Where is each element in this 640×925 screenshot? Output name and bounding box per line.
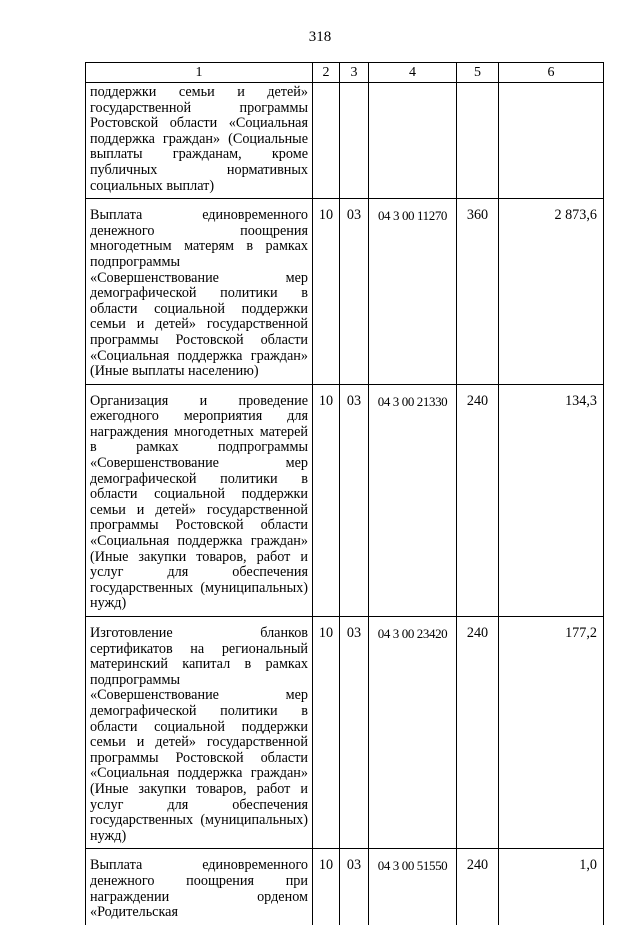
table-header-row (86, 63, 604, 83)
row-expense-type: 360 (457, 199, 499, 385)
row-target-article: 04 3 00 23420 (369, 617, 457, 849)
row-section: 10 (313, 199, 340, 385)
column-header-section: 2 (313, 63, 340, 83)
row-target-article: 04 3 00 21330 (369, 384, 457, 616)
row-section: 10 (313, 617, 340, 849)
table-row (86, 849, 604, 925)
row-expense-type (457, 83, 499, 199)
table-row (86, 617, 604, 849)
table-row (86, 384, 604, 616)
row-target-article: 04 3 00 51550 (369, 849, 457, 925)
column-header-expense-type: 5 (457, 63, 499, 83)
row-description: поддержки семьи и детей» государственной программы Ростовской области «Социальная поддержка граждан» (Социальные выплаты гражданам, кроме публичных нормативных социальных выплат) (86, 83, 313, 199)
table-row (86, 199, 604, 385)
row-target-article: 04 3 00 11270 (369, 199, 457, 385)
row-subsection: 03 (340, 617, 369, 849)
row-expense-type: 240 (457, 849, 499, 925)
table-row (86, 83, 604, 199)
row-expense-type: 240 (457, 384, 499, 616)
row-section (313, 83, 340, 199)
row-subsection: 03 (340, 384, 369, 616)
row-subsection: 03 (340, 199, 369, 385)
column-header-amount: 6 (499, 63, 604, 83)
column-header-subsection: 3 (340, 63, 369, 83)
row-amount: 177,2 (499, 617, 604, 849)
column-header-description: 1 (86, 63, 313, 83)
row-amount (499, 83, 604, 199)
row-amount: 2 873,6 (499, 199, 604, 385)
row-section: 10 (313, 384, 340, 616)
page-number: 318 (308, 29, 332, 45)
row-subsection (340, 83, 369, 199)
row-target-article (369, 83, 457, 199)
row-description: Выплата единовременного денежного поощрения многодетным матерям в рамках подпрограммы «Совершенствование мер демографической политики в области социальной поддержки семьи и детей» государственной программы Ростовской области «Социальная поддержка граждан» (Иные выплаты населению) (86, 199, 313, 385)
row-description: Выплата единовременного денежного поощрения при награждении орденом «Родительская (86, 849, 313, 925)
row-amount: 134,3 (499, 384, 604, 616)
budget-table (85, 62, 604, 925)
row-expense-type: 240 (457, 617, 499, 849)
row-description: Организация и проведение ежегодного мероприятия для награждения многодетных матерей в рамках подпрограммы «Совершенствование мер демографической политики в области социальной поддержки семьи и детей» государственной программы Ростовской области «Социальная поддержка граждан» (Иные закупки товаров, работ и услуг для обеспечения государственных (муниципальных) нужд) (86, 384, 313, 616)
column-header-target-article: 4 (369, 63, 457, 83)
row-amount: 1,0 (499, 849, 604, 925)
row-section: 10 (313, 849, 340, 925)
row-subsection: 03 (340, 849, 369, 925)
row-description: Изготовление бланков сертификатов на региональный материнский капитал в рамках подпрограммы «Совершенствование мер демографической политики в области социальной поддержки семьи и детей» государственной программы Ростовской области «Социальная поддержка граждан» (Иные закупки товаров, работ и услуг для обеспечения государственных (муниципальных) нужд) (86, 617, 313, 849)
